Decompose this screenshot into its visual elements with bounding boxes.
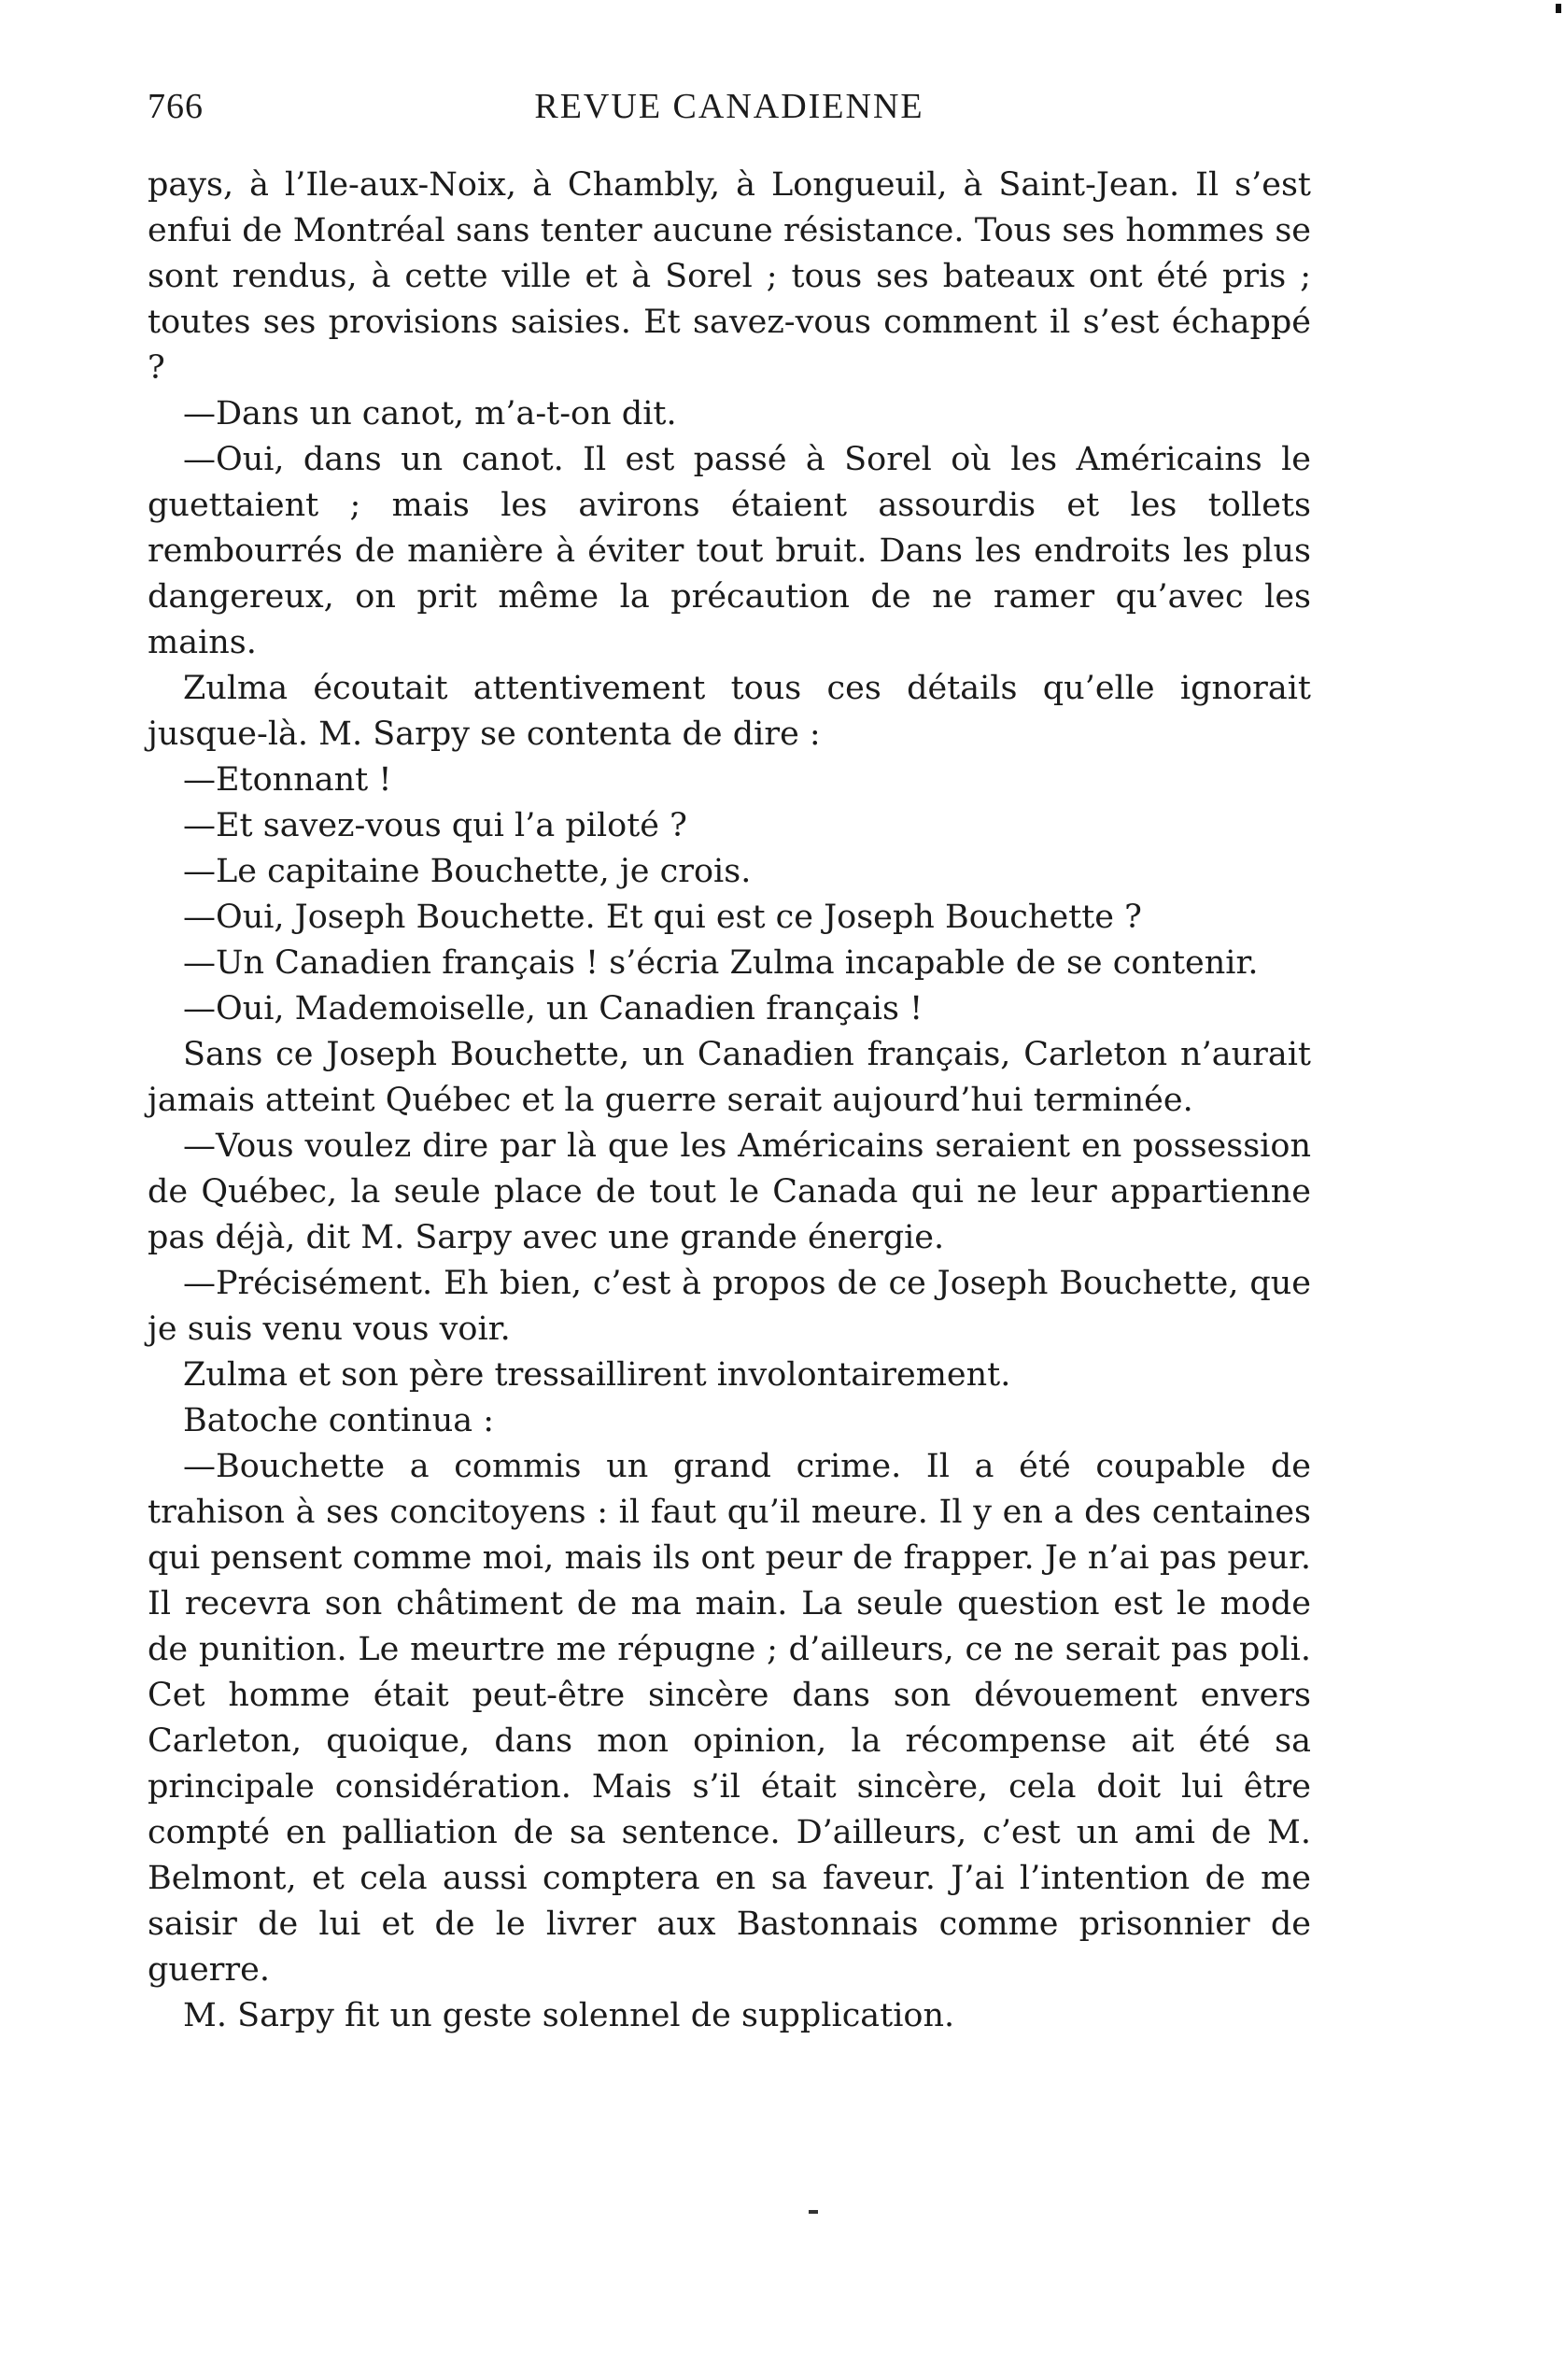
paragraph-9: —Un Canadien français ! s’écria Zulma incapable de se contenir. [183, 944, 1259, 982]
paragraph-13: —Précisément. Eh bien, c’est à propos de ce Joseph Bouchette, que je suis venu vous voir. [148, 1265, 1311, 1348]
paragraph-8: —Oui, Joseph Bouchette. Et qui est ce Joseph Bouchette ? [183, 899, 1142, 936]
paragraph-4: Zulma écoutait attentivement tous ces détails qu’elle ignorait jusque-là. M. Sarpy se contenta de dire : [148, 670, 1311, 753]
page-number: 766 [148, 87, 204, 126]
paragraph-15: Batoche continua : [183, 1402, 495, 1439]
paragraph-10: —Oui, Mademoiselle, un Canadien français ! [183, 990, 923, 1027]
book-page [148, 86, 1311, 2039]
paragraph-1: pays, à l’Ile-aux-Noix, à Chambly, à Longueuil, à Saint-Jean. Il s’est enfui de Montréal sans tenter aucune résistance. Tous ses hommes se sont rendus, à cette ville et à Sorel ; tous ses bateaux ont été pris ; toutes ses provisions saisies. Et savez-vous comment il s’est échappé ? [148, 166, 1311, 387]
paragraph-7: —Le capitaine Bouchette, je crois. [183, 853, 752, 890]
paragraph-17: M. Sarpy fit un geste solennel de supplication. [183, 1997, 955, 2034]
paragraph-16: —Bouchette a commis un grand crime. Il a été coupable de trahison à ses concitoyens : il faut qu’il meure. Il y en a des centaines qui pensent comme moi, mais ils ont peur de frapper. Je n’ai pas peur. Il recevra son châtiment de ma main. La seule question est le mode de punition. Le meurtre me répugne ; d’ailleurs, ce ne serait pas poli. Cet homme était peut-être sincère dans son dévouement envers Carleton, quoique, dans mon opinion, la récompense ait été sa principale considération. Mais s’il était sincère, cela doit lui être compté en palliation de sa sentence. D’ailleurs, c’est un ami de M. Belmont, et cela aussi comptera en sa faveur. J’ai l’intention de me saisir de lui et de le livrer aux Bastonnais comme prisonnier de guerre. [148, 1448, 1311, 1989]
paragraph-12: —Vous voulez dire par là que les Américains seraient en possession de Québec, la seule place de tout le Canada qui ne leur appartienne pas déjà, dit M. Sarpy avec une grande énergie. [148, 1127, 1311, 1256]
body-text [148, 163, 1311, 2039]
running-head [148, 86, 1311, 146]
paragraph-11: Sans ce Joseph Bouchette, un Canadien français, Carleton n’aurait jamais atteint Québec et la guerre serait aujourd’hui terminée. [148, 1036, 1311, 1119]
paragraph-2: —Dans un canot, m’a-t-on dit. [183, 395, 677, 432]
paragraph-14: Zulma et son père tressaillirent involontairement. [183, 1356, 1011, 1394]
scan-mark [1556, 4, 1561, 13]
paragraph-6: —Et savez-vous qui l’a piloté ? [183, 807, 687, 844]
scan-speck [809, 2210, 818, 2214]
paragraph-3: —Oui, dans un canot. Il est passé à Sorel où les Américains le guettaient ; mais les avirons étaient assourdis et les tollets rembourrés de manière à éviter tout bruit. Dans les endroits les plus dangereux, on prit même la précaution de ne ramer qu’avec les mains. [148, 441, 1311, 661]
paragraph-5: —Etonnant ! [183, 761, 392, 799]
journal-title: REVUE CANADIENNE [534, 87, 924, 126]
